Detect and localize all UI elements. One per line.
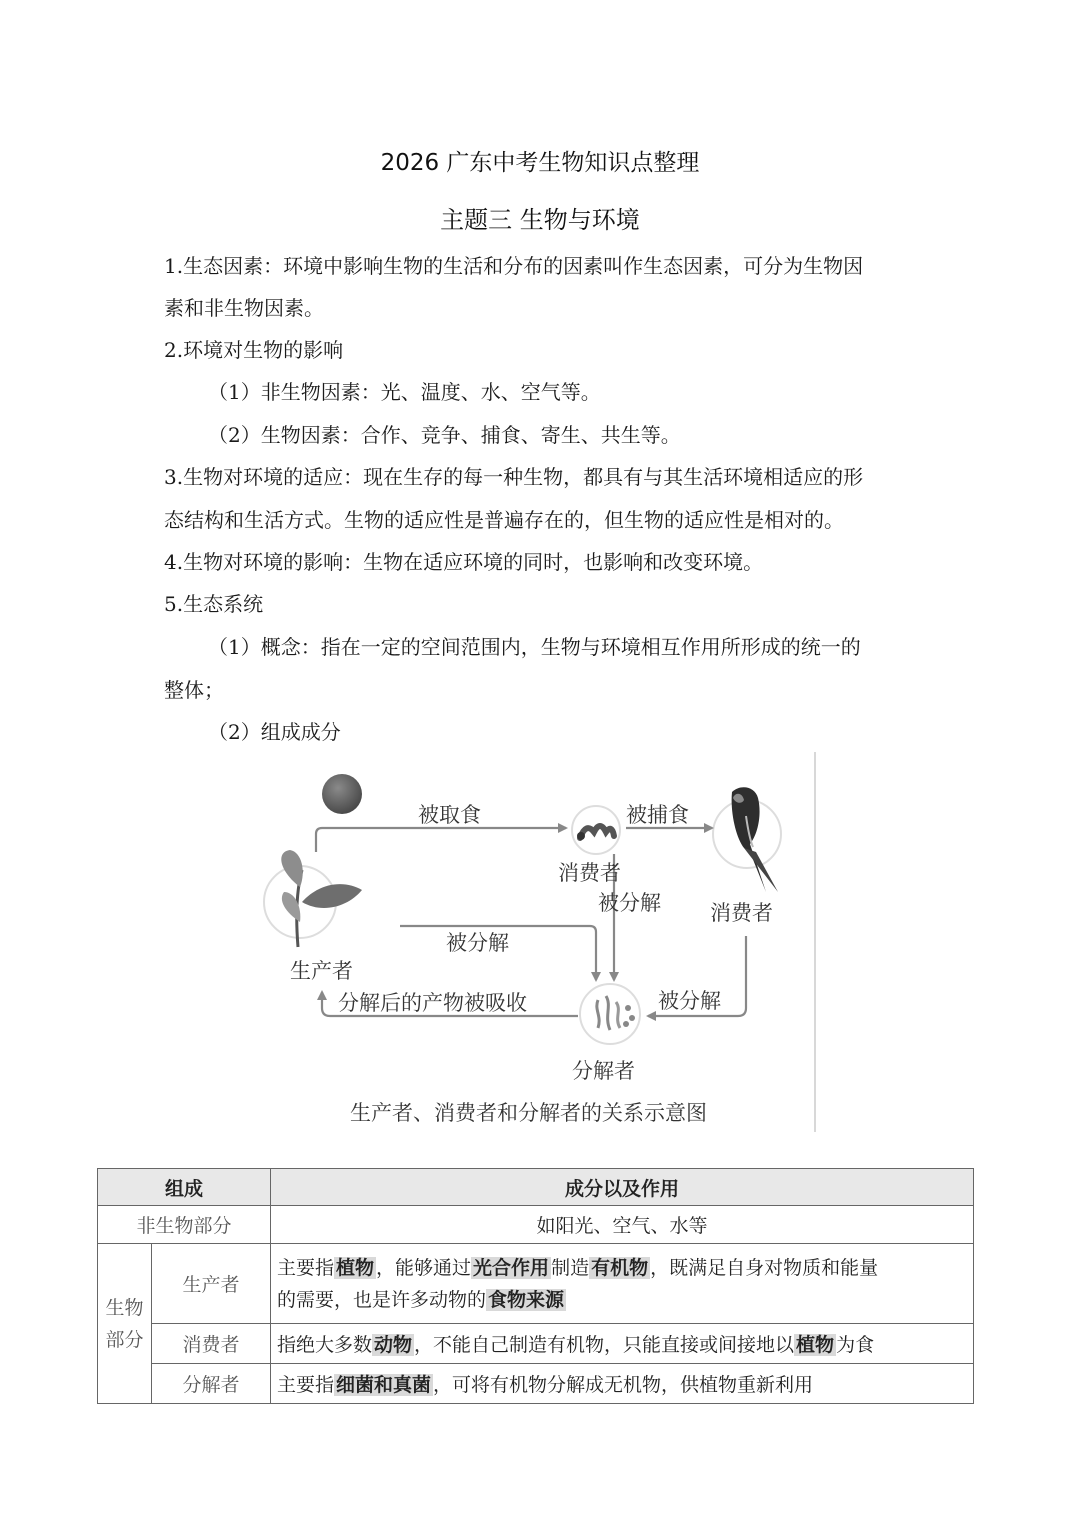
biotic-label-1: 生物	[105, 1296, 144, 1319]
label-decomposed-2: 被分解	[446, 931, 509, 955]
paragraph-5-item-1-line-2: 整体；	[164, 678, 224, 702]
label-consumer-2: 消费者	[710, 901, 773, 925]
biotic-label	[98, 1244, 152, 1404]
label-absorbed: 分解后的产物被吸收	[338, 991, 527, 1015]
caterpillar-consumer-icon	[572, 806, 620, 854]
paragraph-3-line-2: 态结构和生活方式。生物的适应性是普遍存在的，但生物的适应性是相对的。	[164, 508, 844, 532]
paragraph-5-item-2: （2）组成成分	[208, 720, 341, 744]
abiotic-label: 非生物部分	[98, 1206, 271, 1244]
abiotic-value: 如阳光、空气、水等	[271, 1206, 974, 1244]
highlight-plant-food: 植物	[796, 1334, 835, 1356]
table-header-function: 成分以及作用	[271, 1169, 974, 1206]
consumer-label: 消费者	[151, 1324, 270, 1364]
table-row-abiotic	[98, 1206, 974, 1244]
table-row-producer	[98, 1244, 974, 1324]
highlight-organic-matter: 有机物	[591, 1256, 649, 1279]
biotic-label-2: 部分	[105, 1328, 144, 1351]
producer-description: 主要指 植物 ，能够通过 光合作用 制造 有机物 ，既满足自身对物质和能量 的需要，也是许多动物的 食物来源	[271, 1244, 974, 1324]
table-row-consumer	[98, 1324, 974, 1364]
table-header-row	[98, 1169, 974, 1206]
consumer-description: 指绝大多数 动物 ，不能自己制造有机物，只能直接或间接地以 植物 为食	[271, 1324, 974, 1364]
diagram-caption: 生产者、消费者和分解者的关系示意图	[350, 1101, 707, 1125]
sun-icon	[322, 774, 362, 814]
label-decomposed-3: 被分解	[658, 989, 721, 1013]
eaten-arrow	[316, 828, 566, 852]
highlight-animal: 动物	[374, 1334, 413, 1356]
decomposer-description: 主要指 细菌和真菌 ，可将有机物分解成无机物，供植物重新利用	[271, 1364, 974, 1404]
paragraph-2-item-1: （1）非生物因素：光、温度、水、空气等。	[208, 380, 601, 404]
paragraph-1-line-1: 1.生态因素：环境中影响生物的生活和分布的因素叫作生态因素，可分为生物因	[164, 254, 864, 278]
paragraph-4: 4.生物对环境的影响：生物在适应环境的同时，也影响和改变环境。	[164, 550, 764, 574]
label-eaten: 被取食	[418, 803, 481, 827]
label-preyed: 被捕食	[626, 803, 689, 827]
paragraph-1-line-2: 素和非生物因素。	[164, 296, 324, 320]
paragraph-3-line-1: 3.生物对环境的适应：现在生存的每一种生物，都具有与其生活环境相适应的形	[164, 465, 864, 489]
label-decomposer: 分解者	[572, 1059, 635, 1083]
paragraph-5: 5.生态系统	[164, 592, 264, 616]
ecosystem-components-table	[97, 1168, 974, 1404]
swallow-consumer-icon	[713, 787, 781, 892]
label-consumer-1: 消费者	[558, 861, 621, 885]
producer-leaf-icon	[264, 850, 362, 947]
page-title: 2026 广东中考生物知识点整理	[380, 150, 700, 176]
ecosystem-diagram	[250, 752, 820, 1136]
producer-label: 生产者	[151, 1244, 270, 1324]
section-title: 主题三 生物与环境	[440, 206, 640, 234]
table-header-composition: 组成	[98, 1169, 271, 1206]
table-row-decomposer	[98, 1364, 974, 1404]
decomposer-label: 分解者	[151, 1364, 270, 1404]
paragraph-2: 2.环境对生物的影响	[164, 338, 344, 362]
label-decomposed-1: 被分解	[598, 891, 661, 915]
paragraph-2-item-2: （2）生物因素：合作、竞争、捕食、寄生、共生等。	[208, 423, 681, 447]
highlight-photosynthesis: 光合作用	[473, 1256, 550, 1279]
highlight-plant: 植物	[336, 1256, 375, 1279]
label-producer: 生产者	[290, 959, 353, 983]
highlight-food-source: 食物来源	[488, 1288, 565, 1311]
highlight-bacteria-fungi: 细菌和真菌	[336, 1374, 432, 1396]
paragraph-5-item-1-line-1: （1）概念：指在一定的空间范围内，生物与环境相互作用所形成的统一的	[208, 635, 861, 659]
decomposer-fungi-icon	[580, 984, 640, 1044]
